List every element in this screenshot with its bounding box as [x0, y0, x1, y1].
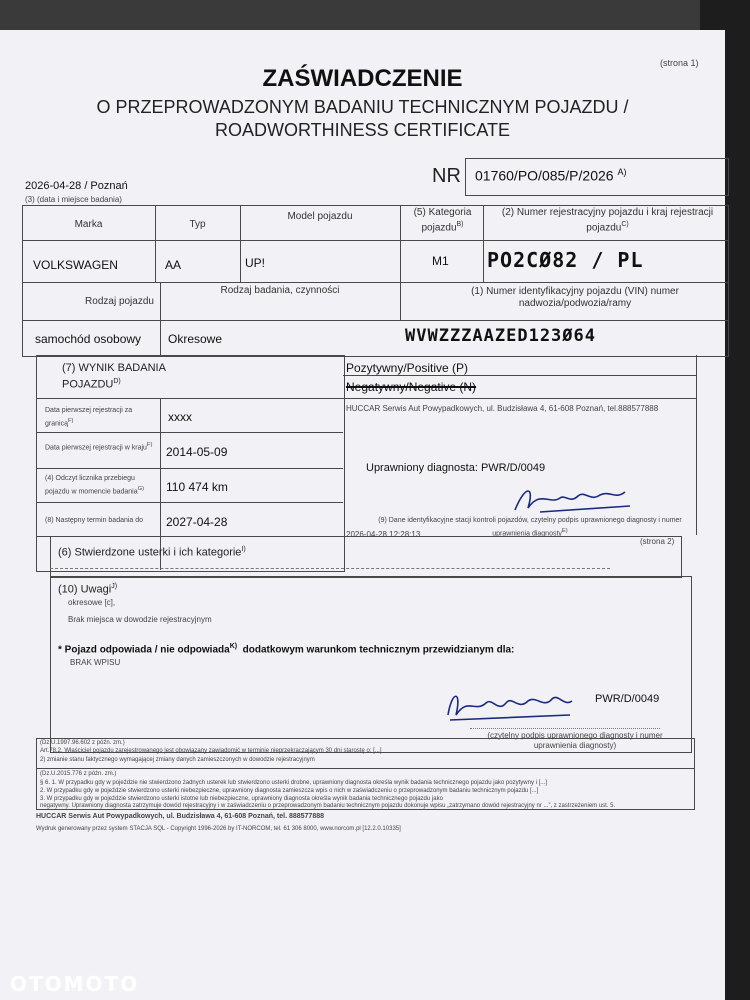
inspection-date-place-caption: (3) (data i miejsce badania)	[25, 195, 122, 204]
result-label: (7) WYNIK BADANIA $POJAZDU^{D)}$	[62, 362, 166, 391]
diagnostician-signature	[510, 480, 640, 520]
vin-value: WVWZZZAAZED123Ø64	[405, 326, 596, 346]
divider	[36, 502, 343, 503]
vehicle-kind-value: samochód osobowy	[35, 332, 142, 346]
divider	[36, 398, 696, 399]
defects-label: (6) Stwierdzone usterki i ich kategorie$^{I)}$	[58, 546, 246, 559]
signature-id: PWR/D/0049	[595, 693, 660, 705]
document-subtitle-1: O PRZEPROWADZONYM BADANIU TECHNICZNYM POJAZDU /	[96, 97, 629, 117]
inspection-date-place: 2026-04-28 / Poznań	[25, 180, 128, 192]
marka-label: Marka	[74, 219, 103, 230]
footnote-5: § 6. 1. W przypadku gdy w pojeździe nie stwierdzono żadnych usterek lub stwierdzono usterki drobne, uprawniony diagnosta określa wynik badania technicznego pojazdu jako pozytywny i [...]	[40, 780, 547, 786]
station-caption: (9) Dane identyfikacyjne stacji kontroli pojazdów, czytelny podpis uprawnionego diagnosty i numer uprawnienia diagnosty$^{E)}$	[378, 517, 682, 538]
diagnostician-id: Uprawniony diagnosta: PWR/D/0049	[366, 462, 546, 474]
remarks-label: (10) Uwagi$^{J)}$	[58, 583, 118, 596]
divider	[36, 468, 343, 469]
divider	[343, 375, 696, 376]
kategoria-label: (5) Kategoria pojazdu$^{B)}$	[413, 207, 472, 234]
divider	[22, 320, 728, 321]
print-timestamp: 2026-04-28 12:28:13	[346, 530, 421, 539]
category-value: M1	[432, 254, 449, 268]
divider	[36, 432, 343, 433]
divider	[36, 768, 694, 769]
result-positive: Pozytywny/Positive (P)	[346, 361, 469, 375]
station-info: HUCCAR Serwis Aut Powypadkowych, ul. Budzisława 4, 61-608 Poznań, tel.888577888	[346, 404, 659, 413]
detail-value-2: 2014-05-09	[166, 445, 228, 459]
detail-value-1: xxxx	[168, 410, 192, 424]
watermark-logo: OTOMOTO	[10, 972, 140, 996]
diagnostician-signature-2	[440, 685, 580, 727]
typ-label: Typ	[189, 219, 206, 230]
vin-label: (1) Numer identyfikacyjny pojazdu (VIN) numer nadwozia/podwozia/ramy	[471, 286, 679, 309]
result-negative-struck: Negatywny/Negative (N)	[346, 380, 477, 394]
next-inspection-value: 2027-04-28	[166, 515, 228, 529]
page-number-2: (strona 2)	[640, 537, 675, 546]
certificate-number: 01760/PO/085/P/2026 $^{A)}$	[475, 167, 627, 184]
model-label: Model pojazdu	[287, 211, 353, 222]
divider	[22, 240, 728, 241]
rejestracja-label: (2) Numer rejestracyjny pojazdu i kraj rejestracji pojazdu$^{C)}$	[501, 207, 714, 234]
divider	[155, 205, 156, 282]
footer-generated: Wydruk generowany przez system STACJA SQL - Copyright 1996-2026 by IT-NORCOM, tel. 61 306 8000, www.norcom.pl [12.2.0.10335]	[36, 826, 401, 832]
remarks-line-2: Brak miejsca w dowodzie rejestracyjnym	[68, 615, 212, 624]
detail-label-1: Data pierwszej rejestracji za granicą$^{F)}$	[45, 407, 133, 428]
conformity-value: BRAK WPISU	[70, 658, 121, 667]
footnote-7: 3. W przypadku gdy w pojeździe stwierdzono usterki istotne lub niebezpieczne, uprawniony diagnosta określa wynik badania technicznego pojazdu jako	[40, 796, 443, 802]
divider	[400, 205, 401, 320]
page-number-1: (strona 1)	[660, 58, 699, 68]
make-value: VOLKSWAGEN	[33, 258, 118, 272]
footnote-3: 2) zmianie stanu faktycznego wymagającej zmiany danych zamieszczonych w dowodzie rejestracyjnym	[40, 757, 315, 763]
signature-line	[470, 728, 660, 729]
footnote-4: (Dz.U.2015.776 z późn. zm.)	[40, 771, 117, 777]
nr-label: NR	[432, 165, 461, 187]
detail-label-4: (8) Następny termin badania do	[45, 517, 144, 524]
divider	[22, 282, 728, 283]
remarks-line-1: okresowe [c],	[68, 598, 116, 607]
footer-station: HUCCAR Serwis Aut Powypadkowych, ul. Budzisława 4, 61-608 Poznań, tel. 888577888	[36, 813, 325, 820]
footnote-1: (Dz.U.1997.96.602 z późn. zm.)	[40, 740, 125, 746]
registration-number: PO2CØ82 / PL	[487, 248, 644, 272]
detail-label-2: Data pierwszej rejestracji w kraju$^{F)}$	[45, 442, 153, 452]
footnote-6: 2. W przypadku gdy w pojeździe stwierdzono usterki niebezpieczne, uprawniony diagnosta zamieszcza wpis o nich w zaświadczeniu o przeprowadzonym badaniu technicznym pojazdu [...]	[40, 788, 539, 794]
signature-caption: (czytelny podpis uprawnionego diagnosty i numer uprawnienia diagnosty)	[487, 731, 663, 750]
defects-line	[50, 568, 610, 569]
document-subtitle-2: ROADWORTHINESS CERTIFICATE	[214, 120, 511, 140]
footnote-8: negatywny. Uprawniony diagnosta zatrzymuje dowód rejestracyjny i w zaświadczeniu o przeprowadzonym badaniu technicznym pojazdu dokonuje wpisu „zatrzymano dowód rejestracyjny nr ...”, z zastrzeżeniem ust. 5.	[40, 803, 616, 809]
rodzaj-badania-label: Rodzaj badania, czynności	[220, 285, 340, 296]
model-value: UP!	[245, 256, 266, 270]
odometer-value: 110 474 km	[166, 480, 228, 494]
detail-label-3: (4) Odczyt licznika przebiegu pojazdu w momencie badania$^{G)}$	[45, 475, 145, 496]
footnote-2: Art.78.2. Właściciel pojazdu zarejestrowanego jest obowiązany zawiadomić w terminie nieprzekraczającym 30 dni starostę o: [...]	[40, 748, 382, 754]
inspection-kind-value: Okresowe	[168, 332, 223, 346]
type-value: AA	[165, 258, 182, 272]
document-title: ZAŚWIADCZENIE	[262, 65, 463, 92]
rodzaj-label: Rodzaj pojazdu	[85, 296, 154, 307]
remarks-box	[50, 576, 692, 753]
conformity-statement: * Pojazd odpowiada / nie odpowiada$^{K)}$ dodatkowym warunkom technicznym przewidzianym dla:	[58, 643, 515, 656]
certificate-paper	[0, 30, 725, 1000]
divider	[483, 205, 484, 282]
divider	[696, 355, 697, 535]
